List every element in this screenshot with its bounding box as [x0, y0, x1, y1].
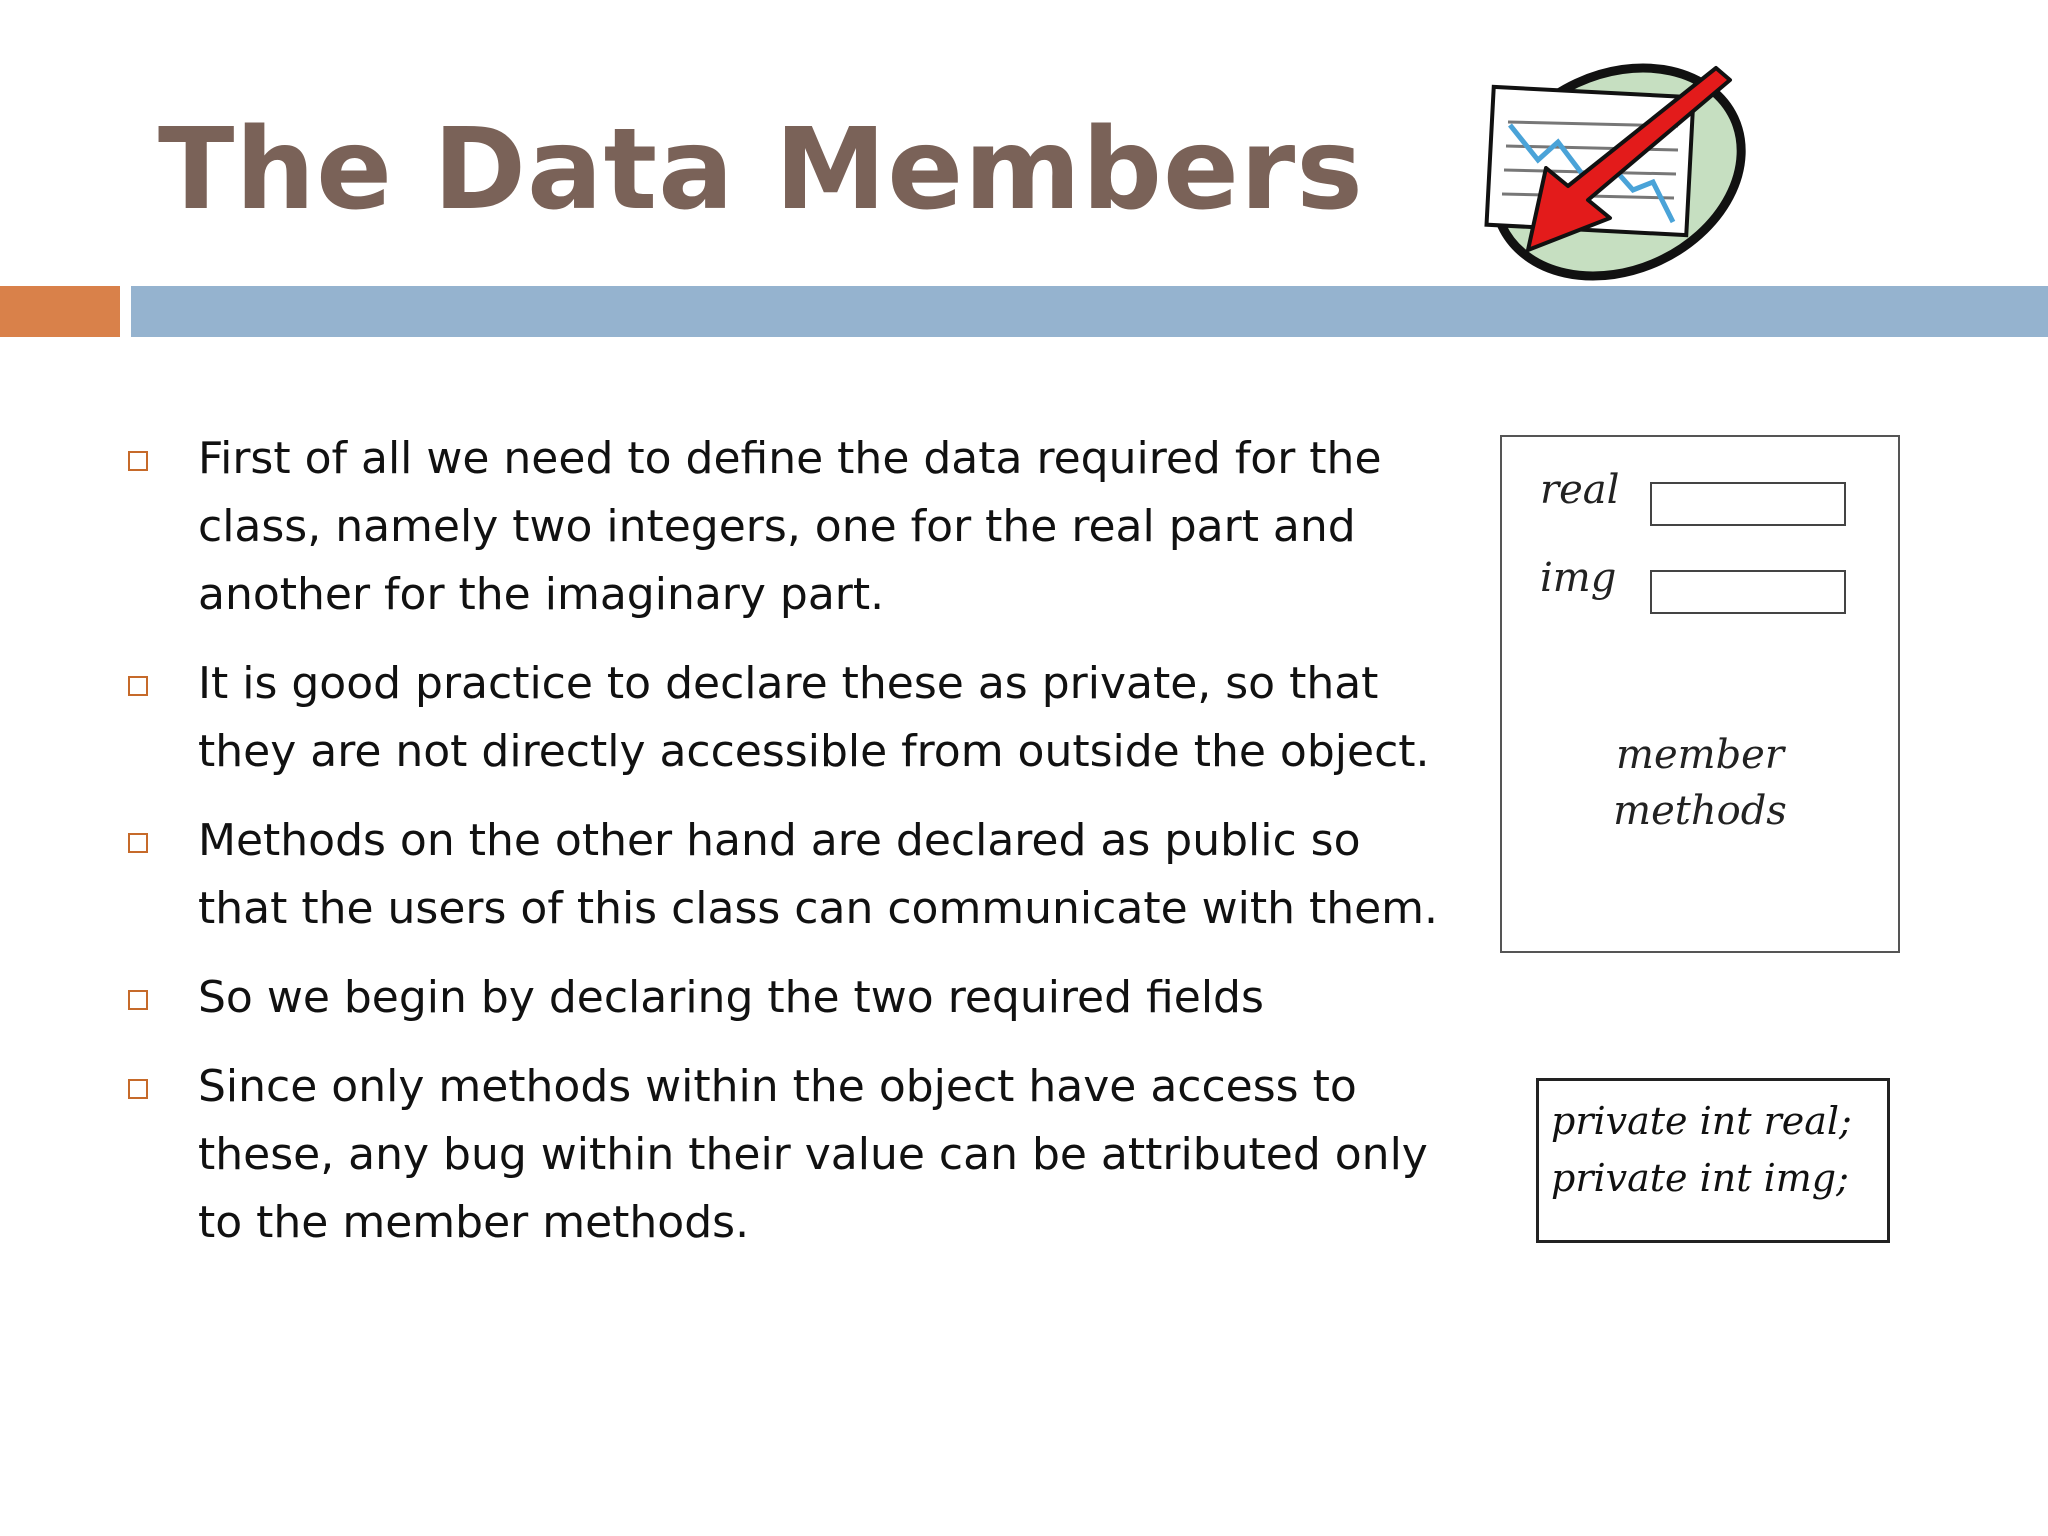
code-line: private int img;: [1551, 1156, 1849, 1200]
code-snippet: [1536, 1078, 1890, 1243]
square-bullet-icon: [128, 833, 148, 853]
member-methods-line: member: [1616, 732, 1784, 778]
square-bullet-icon: [128, 676, 148, 696]
bullet-item: [128, 1053, 1458, 1257]
member-methods-line: methods: [1613, 788, 1787, 834]
square-bullet-icon: [128, 1079, 148, 1099]
bullet-text: It is good practice to declare these as private, so that they are not directly accessible from outside the object.: [198, 658, 1430, 777]
field-label-real: real: [1540, 467, 1620, 513]
bullet-text: First of all we need to define the data required for the class, namely two integers, one for the real part and another for the imaginary part.: [198, 433, 1382, 620]
bullet-item: [128, 807, 1458, 943]
square-bullet-icon: [128, 990, 148, 1010]
accent-bar-blue: [131, 286, 2048, 337]
slide-title: The Data Members: [158, 105, 1364, 235]
code-line: private int real;: [1551, 1099, 1852, 1143]
bullet-text: So we begin by declaring the two required fields: [198, 972, 1264, 1023]
bullet-item: [128, 650, 1458, 786]
accent-bar-orange: [0, 286, 120, 337]
falling-chart-arrow-icon: [1468, 50, 1758, 290]
bullet-list: [128, 425, 1458, 1278]
field-label-img: img: [1540, 555, 1617, 601]
bullet-item: [128, 425, 1458, 629]
bullet-item: [128, 964, 1458, 1032]
member-methods-label: [1502, 727, 1898, 839]
object-diagram: [1500, 435, 1900, 953]
square-bullet-icon: [128, 451, 148, 471]
field-box-real: [1650, 482, 1846, 526]
bullet-text: Since only methods within the object have access to these, any bug within their value can be attributed only to the member methods.: [198, 1061, 1428, 1248]
field-box-img: [1650, 570, 1846, 614]
bullet-text: Methods on the other hand are declared as public so that the users of this class can communicate with them.: [198, 815, 1439, 934]
